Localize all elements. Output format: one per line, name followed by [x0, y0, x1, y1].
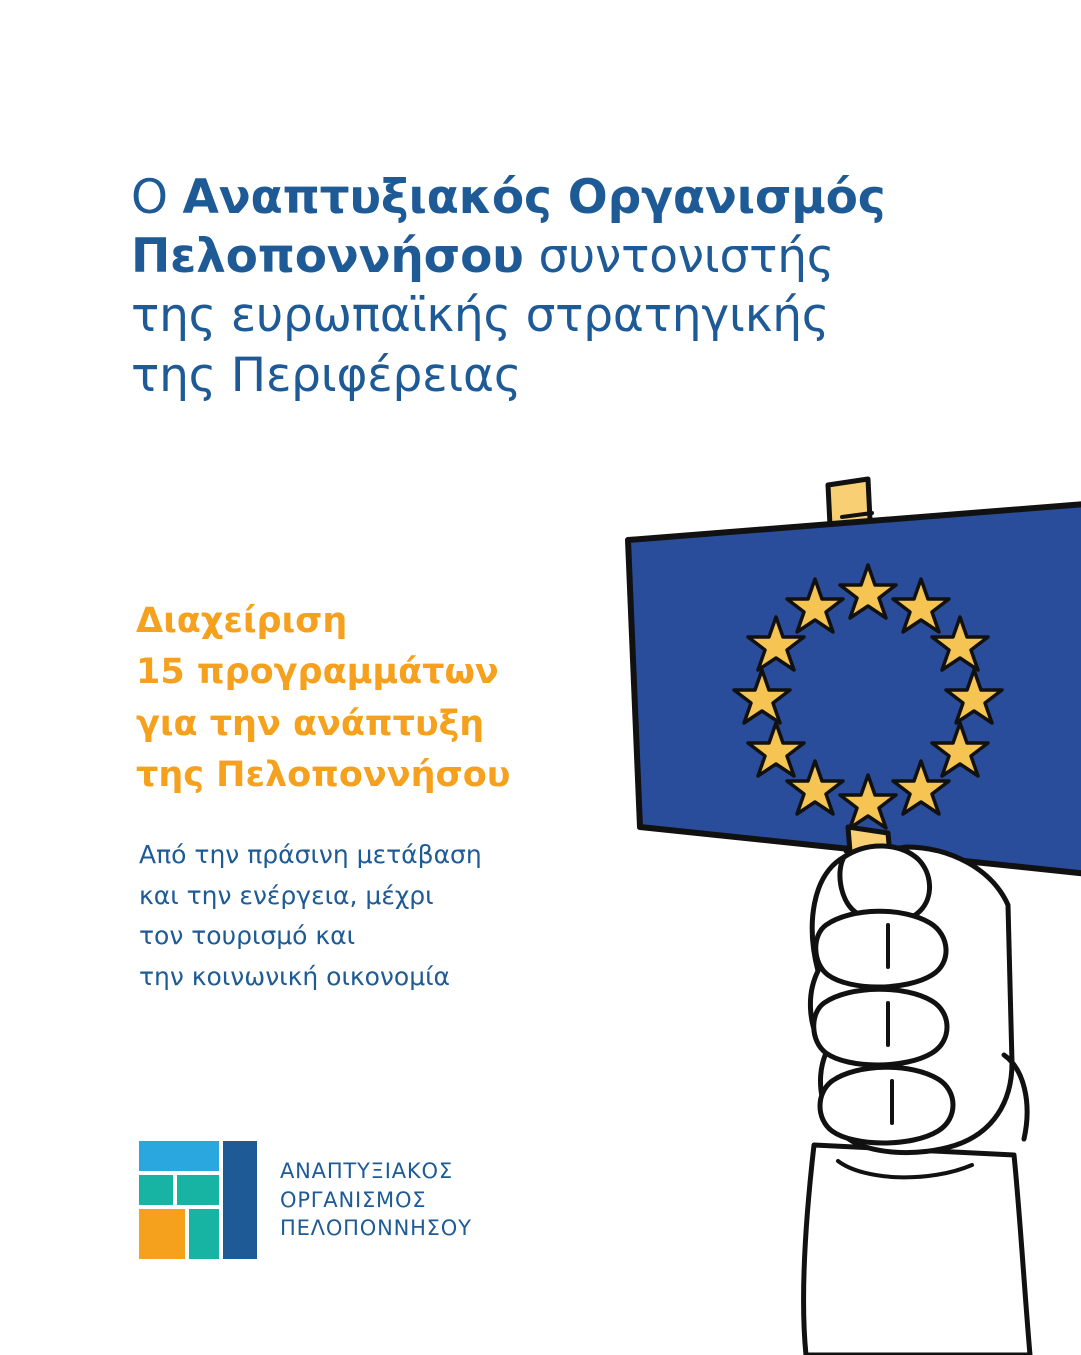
highlight-line-4: της Πελοποννήσου: [136, 755, 511, 796]
description-line-1: Από την πράσινη μετάβαση: [139, 840, 482, 869]
hand-illustration: [804, 846, 1030, 1355]
headline-line-4: της Περιφέρειας: [131, 347, 522, 403]
description-line-4: την κοινωνική οικονομία: [139, 961, 451, 991]
logo-text-line-2: ΟΡΓΑΝΙΣΜΟΣ: [280, 1187, 427, 1212]
logo-mark-icon: [139, 1141, 257, 1259]
description-block: [139, 835, 609, 997]
highlight-line-3: για την ανάπτυξη: [136, 703, 485, 744]
logo: [139, 1141, 472, 1259]
page-title: [131, 168, 991, 405]
logo-text-line-3: ΠΕΛΟΠΟΝΝΗΣΟΥ: [280, 1216, 472, 1241]
description-line-2: και την ενέργεια, μέχρι: [139, 880, 434, 910]
illustration-hand-holding-eu-flag: [600, 455, 1081, 1355]
headline-strong-2: Πελοποννήσου: [131, 229, 524, 285]
headline-rest: συντονιστής: [523, 229, 835, 285]
description-line-3: τον τουρισμό και: [139, 921, 356, 950]
highlight-line-1: Διαχείριση: [136, 601, 348, 641]
highlight-line-2: 15 προγραμμάτων: [136, 652, 499, 693]
highlight-block: [136, 596, 606, 802]
logo-text-line-1: ΑΝΑΠΤΥΞΙΑΚΟΣ: [280, 1159, 453, 1184]
logo-text: [280, 1157, 472, 1242]
headline-lead: Ο: [131, 170, 183, 225]
headline-line-1: [131, 168, 991, 227]
headline-strong-1: Αναπτυξιακός Οργανισμός: [182, 170, 886, 225]
headline-line-2: [131, 227, 991, 286]
headline-line-3: της ευρωπαϊκής στρατηγικής: [131, 288, 830, 344]
